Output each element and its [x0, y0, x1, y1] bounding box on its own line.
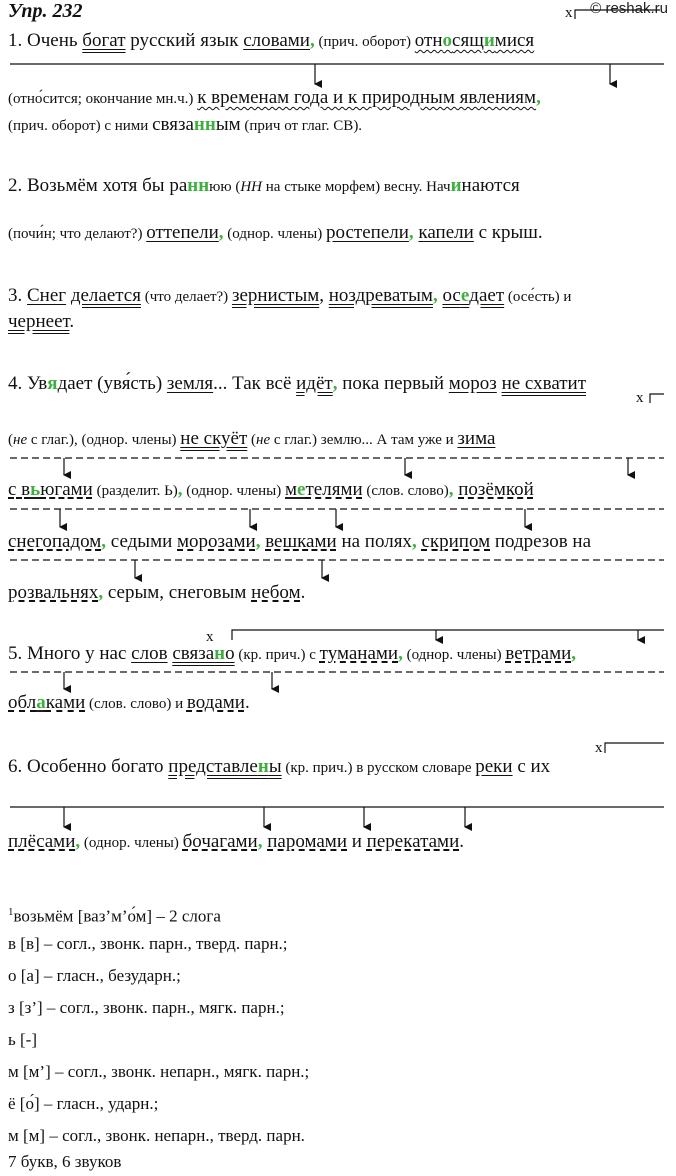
- s4-line-b: (не с глаг.), (однор. члены) не скуёт (не с глаг.) землю... А там уже и зима: [8, 428, 496, 449]
- s4-line-a: 4. Увядает (увя́сть) земля... Так всё идёт, пока первый мороз не схватит: [8, 373, 587, 394]
- phrase-bracket: [232, 630, 664, 640]
- s5-line-b: облаками (слов. слово) и водами.: [8, 692, 250, 713]
- s1-line-a: 1. Очень богат русский язык словами, (прич. оборот) относящимися: [8, 30, 535, 51]
- s5-line-a: 5. Много у нас слов связано (кр. прич.) с туманами, (однор. члены) ветрами,: [8, 643, 577, 664]
- x-mark: x: [636, 390, 644, 406]
- phonetic-line: ь [-]: [8, 1030, 37, 1049]
- s4-line-d: снегопадом, седыми морозами, вешками на полях, скрипом подрезов на: [8, 531, 592, 552]
- phonetic-line: м [м’] – согл., звонк. непарн., мягк. парн.;: [8, 1062, 310, 1081]
- s3-line-b: чернеет.: [8, 311, 75, 332]
- s6-line-a: 6. Особенно богато представлены (кр. прич.) в русском словаре реки с их: [8, 756, 551, 777]
- s3-line-a: 3. Снег делается (что делает?) зернистым, ноздреватым, оседает (осе́сть) и: [8, 285, 572, 306]
- watermark: © reshak.ru: [590, 0, 668, 17]
- s1-line-b: (отно́сится; окончание мн.ч.) к временам года и к природным явлениям,: [8, 87, 541, 108]
- phonetic-summary: 7 букв, 6 звуков: [8, 1152, 122, 1171]
- phonetic-line: ё [о́] – гласн., ударн.;: [8, 1094, 159, 1113]
- footnote-heading: $^1$возьмём [ваз’м’о́м] – 2 слога: [8, 906, 221, 926]
- s4-line-e: розвальнях, серым, снеговым небом.: [8, 582, 306, 603]
- phonetic-line: м [м] – согл., звонк. непарн., тверд. парн.: [8, 1126, 305, 1145]
- exercise-title: Упр. 232: [8, 0, 83, 22]
- s6-line-b: плёсами, (однор. члены) бочагами, паромами и перекатами.: [8, 831, 465, 852]
- phonetic-line: о [а] – гласн., безударн.;: [8, 966, 181, 985]
- phonetic-line: в [в] – согл., звонк. парн., тверд. парн.;: [8, 934, 288, 953]
- s2-line-b: (почи́н; что делают?) оттепели, (однор. члены) ростепели, капели с крыш.: [8, 222, 543, 243]
- phonetic-line: з [з’] – согл., звонк. парн., мягк. парн.;: [8, 998, 285, 1017]
- x-mark: x: [206, 629, 214, 645]
- s2-line-a: 2. Возьмём хотя бы раннюю (НН на стыке морфем) весну. Начинаются: [8, 175, 520, 196]
- phrase-bracket: [605, 743, 664, 753]
- x-mark: x: [565, 5, 573, 21]
- s4-line-c: с вьюгами (разделит. Ь), (однор. члены) метелями (слов. слово), позёмкой: [8, 479, 534, 500]
- phrase-bracket: [650, 394, 664, 403]
- s1-line-c: (прич. оборот) с ними связанным (прич от глаг. СВ).: [8, 114, 363, 135]
- x-mark: x: [595, 740, 603, 756]
